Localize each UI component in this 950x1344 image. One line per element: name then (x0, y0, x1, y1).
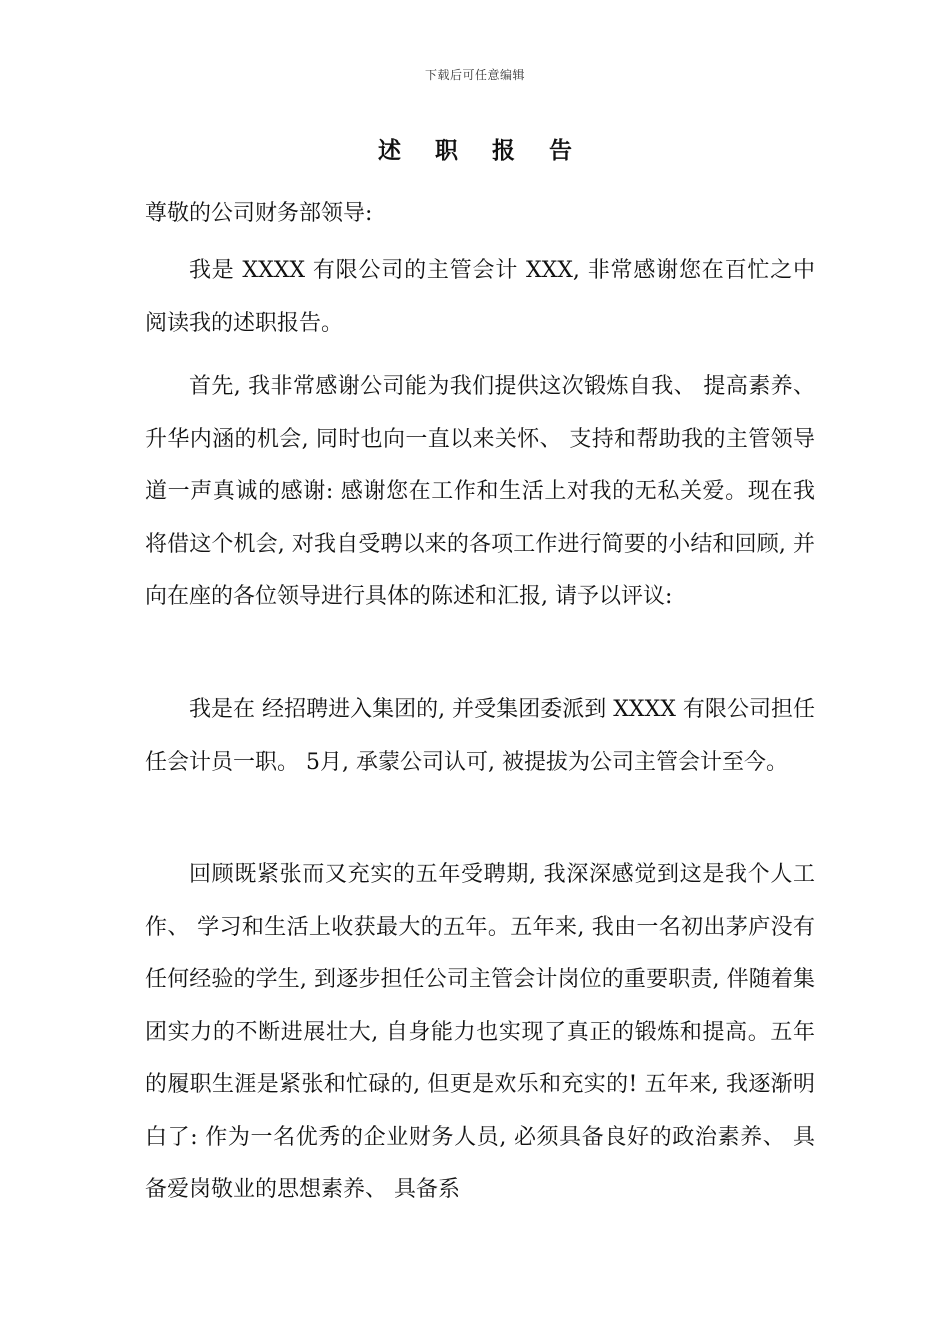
header-note: 下载后可任意编辑 (424, 68, 525, 82)
paragraph-review: 回顾既紧张而又充实的五年受聘期, 我深深感觉到这是我个人工作、 学习和生活上收获最大的五年。五年来, 我由一名初出茅庐没有任何经验的学生, 到逐步担任公司主管会计岗位的重要职责, 伴随着集团实力的不断进展壮大, 自身能力也实现了真正的锻炼和提高。五年的履职生涯是紧张和忙碌的, 但更是欢乐和充实的! 五年来, 我逐渐明白了: 作为一名优秀的企业财务人员, 必须具备良好的政治素养、 具备爱岗敬业的思想素养、 具备系 (145, 862, 815, 1202)
paragraph-background: 我是在 经招聘进入集团的, 并受集团委派到 XXXX 有限公司担任任会计员一职。 5月, 承蒙公司认可, 被提拔为公司主管会计至今。 (145, 697, 815, 775)
paragraph-thanks: 首先, 我非常感谢公司能为我们提供这次锻炼自我、 提高素养、 升华内涵的机会, 同时也向一直以来关怀、 支持和帮助我的主管领导道一声真诚的感谢: 感谢您在工作和生活上对我的无私关爱。现在我将借这个机会, 对我自受聘以来的各项工作进行简要的小结和回顾, 并向在座的各位领导进行具体的陈述和汇报, 请予以评议: (145, 374, 815, 609)
document-title: 述 职 报 告 (377, 137, 586, 164)
salutation: 尊敬的公司财务部领导: (145, 201, 373, 226)
paragraph-intro: 我是 XXXX 有限公司的主管会计 XXX, 非常感谢您在百忙之中阅读我的述职报告。 (145, 258, 815, 336)
